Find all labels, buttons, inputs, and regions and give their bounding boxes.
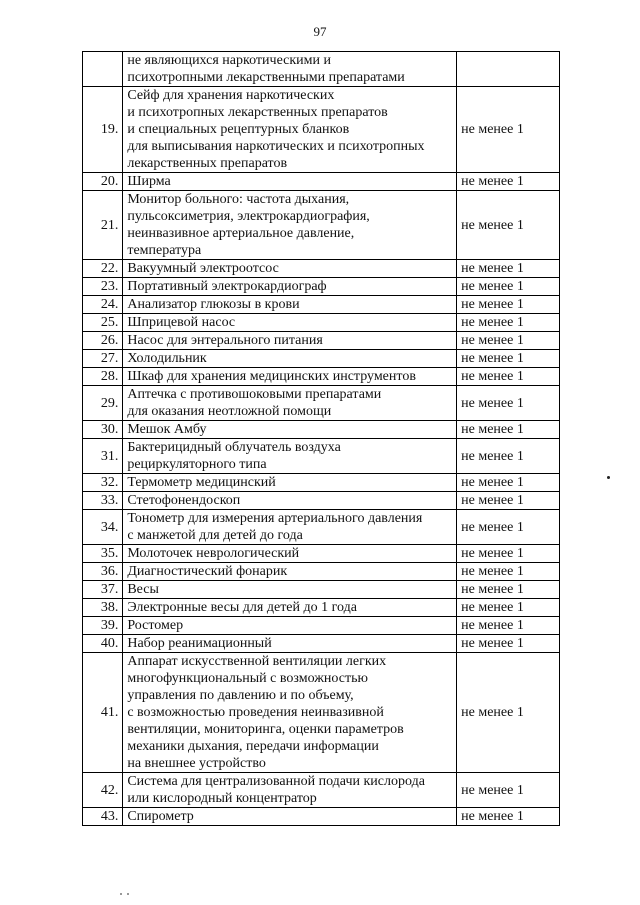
table-row xyxy=(83,617,560,635)
scan-speck xyxy=(127,893,129,895)
table-row xyxy=(83,492,560,510)
required-quantity: не менее 1 xyxy=(457,510,560,545)
equipment-name-line: Портативный электрокардиограф xyxy=(127,279,327,294)
required-quantity: не менее 1 xyxy=(457,545,560,563)
required-quantity: не менее 1 xyxy=(457,278,560,296)
row-number: 27. xyxy=(83,350,123,368)
equipment-name-line: Насос для энтерального питания xyxy=(127,333,323,348)
equipment-name-line: Спирометр xyxy=(127,809,194,824)
required-quantity: не менее 1 xyxy=(457,191,560,260)
equipment-name xyxy=(123,191,457,260)
required-quantity: не менее 1 xyxy=(457,599,560,617)
row-number: 28. xyxy=(83,368,123,386)
equipment-table xyxy=(82,51,560,826)
equipment-name-line: многофункциональный с возможностью xyxy=(127,671,368,686)
row-number: 36. xyxy=(83,563,123,581)
table-row xyxy=(83,599,560,617)
required-quantity: не менее 1 xyxy=(457,87,560,173)
row-number: 26. xyxy=(83,332,123,350)
equipment-name xyxy=(123,278,457,296)
required-quantity: не менее 1 xyxy=(457,368,560,386)
equipment-name xyxy=(123,581,457,599)
table-row xyxy=(83,635,560,653)
required-quantity: не менее 1 xyxy=(457,386,560,421)
equipment-name-line: Холодильник xyxy=(127,351,207,366)
equipment-name-line: лекарственных препаратов xyxy=(127,156,288,171)
equipment-name-line: и психотропных лекарственных препаратов xyxy=(127,105,388,120)
required-quantity: не менее 1 xyxy=(457,581,560,599)
table-row xyxy=(83,474,560,492)
equipment-name xyxy=(123,87,457,173)
equipment-name-line: для выписывания наркотических и психотропных xyxy=(127,139,425,154)
equipment-name-line: на внешнее устройство xyxy=(127,756,266,771)
table-row xyxy=(83,278,560,296)
required-quantity: не менее 1 xyxy=(457,421,560,439)
equipment-name-line: Аптечка с противошоковыми препаратами xyxy=(127,387,382,402)
row-number: 42. xyxy=(83,773,123,808)
equipment-name-line: не являющихся наркотическими и xyxy=(127,53,331,68)
required-quantity: не менее 1 xyxy=(457,635,560,653)
equipment-name xyxy=(123,386,457,421)
equipment-name-line: Электронные весы для детей до 1 года xyxy=(127,600,357,615)
table-row xyxy=(83,191,560,260)
equipment-name-line: для оказания неотложной помощи xyxy=(127,404,332,419)
equipment-name-line: Мешок Амбу xyxy=(127,422,207,437)
equipment-name xyxy=(123,173,457,191)
page-number: 97 xyxy=(313,24,327,39)
equipment-name-line: неинвазивное артериальное давление, xyxy=(127,226,355,241)
equipment-name-line: Ширма xyxy=(127,174,171,189)
table-row xyxy=(83,296,560,314)
table-row xyxy=(83,545,560,563)
equipment-name-line: с возможностью проведения неинвазивной xyxy=(127,705,384,720)
equipment-name xyxy=(123,773,457,808)
table-row xyxy=(83,368,560,386)
required-quantity: не менее 1 xyxy=(457,332,560,350)
equipment-name xyxy=(123,563,457,581)
equipment-name-line: Шприцевой насос xyxy=(127,315,236,330)
table-row xyxy=(83,563,560,581)
row-number: 22. xyxy=(83,260,123,278)
row-number: 23. xyxy=(83,278,123,296)
row-number xyxy=(83,52,123,87)
row-number: 35. xyxy=(83,545,123,563)
equipment-table-body xyxy=(83,52,560,826)
table-row xyxy=(83,421,560,439)
table-row xyxy=(83,260,560,278)
table-row xyxy=(83,332,560,350)
equipment-name-line: Шкаф для хранения медицинских инструментов xyxy=(127,369,416,384)
row-number: 38. xyxy=(83,599,123,617)
table-row xyxy=(83,510,560,545)
row-number: 34. xyxy=(83,510,123,545)
equipment-name xyxy=(123,421,457,439)
row-number: 31. xyxy=(83,439,123,474)
equipment-name xyxy=(123,492,457,510)
equipment-name-line: или кислородный концентратор xyxy=(127,791,317,806)
equipment-name xyxy=(123,368,457,386)
equipment-name-line: Монитор больного: частота дыхания, xyxy=(127,192,350,207)
equipment-name-line: и специальных рецептурных бланков xyxy=(127,122,350,137)
equipment-name xyxy=(123,635,457,653)
required-quantity: не менее 1 xyxy=(457,350,560,368)
required-quantity: не менее 1 xyxy=(457,260,560,278)
row-number: 25. xyxy=(83,314,123,332)
row-number: 37. xyxy=(83,581,123,599)
table-row xyxy=(83,350,560,368)
row-number: 19. xyxy=(83,87,123,173)
equipment-name xyxy=(123,545,457,563)
row-number: 41. xyxy=(83,653,123,773)
equipment-name xyxy=(123,510,457,545)
required-quantity: не менее 1 xyxy=(457,808,560,826)
table-row xyxy=(83,653,560,773)
stray-mark xyxy=(607,476,610,479)
table-row xyxy=(83,87,560,173)
equipment-name-line: Молоточек неврологический xyxy=(127,546,300,561)
equipment-name-line: психотропными лекарственными препаратами xyxy=(127,70,405,85)
equipment-name xyxy=(123,439,457,474)
equipment-name-line: Весы xyxy=(127,582,159,597)
required-quantity: не менее 1 xyxy=(457,296,560,314)
equipment-name-line: Бактерицидный облучатель воздуха xyxy=(127,440,341,455)
equipment-name-line: управления по давлению и по объему, xyxy=(127,688,354,703)
required-quantity: не менее 1 xyxy=(457,173,560,191)
row-number: 32. xyxy=(83,474,123,492)
required-quantity: не менее 1 xyxy=(457,492,560,510)
equipment-name xyxy=(123,52,457,87)
equipment-name xyxy=(123,350,457,368)
equipment-name xyxy=(123,474,457,492)
table-row xyxy=(83,173,560,191)
scan-speck xyxy=(120,893,122,895)
equipment-name-line: рециркуляторного типа xyxy=(127,457,267,472)
equipment-name xyxy=(123,653,457,773)
row-number: 39. xyxy=(83,617,123,635)
equipment-name xyxy=(123,808,457,826)
table-row xyxy=(83,439,560,474)
row-number: 43. xyxy=(83,808,123,826)
equipment-name-line: механики дыхания, передачи информации xyxy=(127,739,379,754)
equipment-name xyxy=(123,296,457,314)
table-row xyxy=(83,314,560,332)
required-quantity xyxy=(457,52,560,87)
row-number: 24. xyxy=(83,296,123,314)
row-number: 20. xyxy=(83,173,123,191)
row-number: 40. xyxy=(83,635,123,653)
equipment-name-line: Анализатор глюкозы в крови xyxy=(127,297,300,312)
required-quantity: не менее 1 xyxy=(457,563,560,581)
equipment-name xyxy=(123,332,457,350)
equipment-name xyxy=(123,617,457,635)
equipment-name-line: Тонометр для измерения артериального давления xyxy=(127,511,423,526)
equipment-name xyxy=(123,599,457,617)
equipment-name-line: пульсоксиметрия, электрокардиография, xyxy=(127,209,370,224)
table-row xyxy=(83,386,560,421)
row-number: 30. xyxy=(83,421,123,439)
required-quantity: не менее 1 xyxy=(457,617,560,635)
equipment-name-line: Вакуумный электроотсос xyxy=(127,261,279,276)
equipment-name-line: Сейф для хранения наркотических xyxy=(127,88,335,103)
required-quantity: не менее 1 xyxy=(457,314,560,332)
equipment-name-line: Стетофонендоскоп xyxy=(127,493,241,508)
equipment-name-line: Ростомер xyxy=(127,618,184,633)
table-row xyxy=(83,808,560,826)
equipment-name-line: Система для централизованной подачи кислорода xyxy=(127,774,425,789)
equipment-name xyxy=(123,260,457,278)
table-row xyxy=(83,581,560,599)
equipment-name-line: с манжетой для детей до года xyxy=(127,528,303,543)
equipment-name-line: Термометр медицинский xyxy=(127,475,276,490)
required-quantity: не менее 1 xyxy=(457,474,560,492)
equipment-name-line: вентиляции, мониторинга, оценки параметров xyxy=(127,722,404,737)
row-number: 21. xyxy=(83,191,123,260)
table-row xyxy=(83,773,560,808)
required-quantity: не менее 1 xyxy=(457,653,560,773)
equipment-name-line: Набор реанимационный xyxy=(127,636,272,651)
table-row xyxy=(83,52,560,87)
row-number: 33. xyxy=(83,492,123,510)
equipment-name-line: Аппарат искусственной вентиляции легких xyxy=(127,654,387,669)
required-quantity: не менее 1 xyxy=(457,439,560,474)
equipment-name-line: температура xyxy=(127,243,202,258)
required-quantity: не менее 1 xyxy=(457,773,560,808)
row-number: 29. xyxy=(83,386,123,421)
equipment-name xyxy=(123,314,457,332)
equipment-name-line: Диагностический фонарик xyxy=(127,564,288,579)
